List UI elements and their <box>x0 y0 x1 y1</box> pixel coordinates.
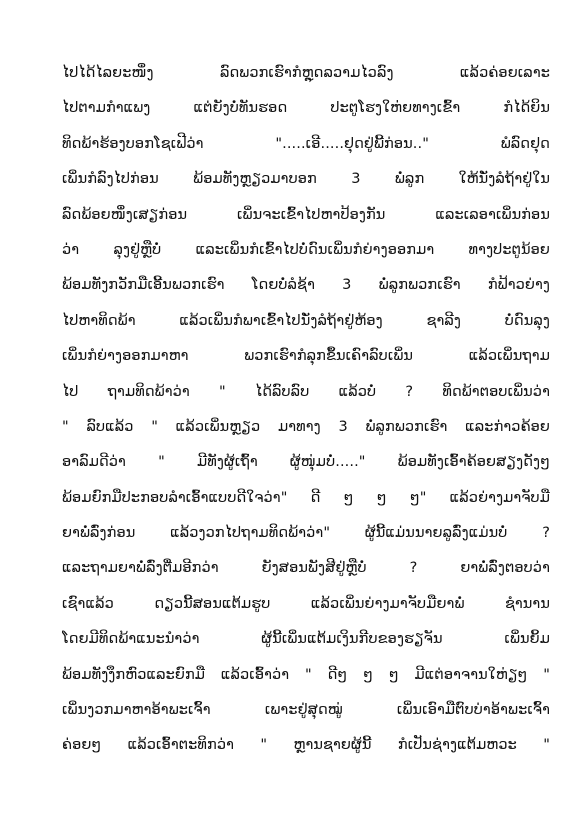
text-line-7: ພ້ອມທັງກວັກມືເອີ້ນພວກເຮົາ ໂດຍບໍ່ລໍຊ້າ 3 ພໍ່ລູກພວກເຮົາ ກໍຟ້າວຍ່າງ <box>62 277 550 294</box>
text-line-17: ໂດຍມີທິດພ້າແນະນຳວ່າ ຜູ້ນີ້ເພິ່ນແຕ້ມເງິນກີບຂອງຮຽຈັນ ເພິ່ນຍິ້ມ <box>62 631 550 648</box>
text-line-11: " ລົບແລ້ວ " ແລ້ວເພິ່ນຫຼຽວ ມາທາງ 3 ພໍ່ລູກພວກເຮົາ ແລະກ່າວຄ້ອຍ <box>62 418 550 435</box>
text-line-12: ອາລົມດີວ່າ " ມີທັງຜູ້ເຖົ້າ ຜູ້ໜຸ່ມບໍ່....." ພ້ອມທັງເອົ້າຄ້ອຍສຽງດັງໆ <box>62 454 550 471</box>
text-line-9: ເພິ່ນກໍຍ່າງອອກມາຫາ ພວກເຮົາກໍລຸກຂຶ້ນເຄົາລົບເພິ່ນ ແລ້ວເພິ່ນຖາມ <box>62 348 550 365</box>
text-line-19: ເພິ່ນງວກມາຫາອ້າພະເຈົ້າ ເພາະຢູ່ສຸດໝູ່ ເພິ່ນເອົາມືຕົບບ່າອ້າພະເຈົ້າ <box>62 702 550 719</box>
text-line-4: ເພິ່ນກໍລົງໄປກ່ອນ ພ້ອມທັງຫຼຽວມາບອກ 3 ພໍ່ລູກ ໃຫ້ນັ່ງລໍຖ້າຢູ່ໃນ <box>62 171 550 188</box>
text-line-5: ລົດພ້ອຍໜຶ່ງເສຽກ່ອນ ເພິ່ນຈະເຂົ້າໄປຫາປ້ອງກັນ ແລະເລອາເພິ່ນກ່ອນ <box>62 206 550 223</box>
body-text <box>62 56 550 764</box>
text-line-10: ໄປ ຖາມທິດພ້າວ່າ " ໄດ້ລົບລົບ ແລ້ວບໍ່ ? ທິດພ້າຕອບເພິ່ນວ່າ <box>62 383 550 400</box>
text-line-13: ພ້ອມຍົກມືປະກອບລຳເອົ້າແບບດີໃຈວ່າ" ດີ ໆ ໆ ໆ" ແລ້ວຍ່າງມາຈັບມື <box>62 489 550 506</box>
text-line-6: ວ່າ ລຸງຢູ່ຫຼືບໍ່ ແລະເພິ່ນກໍເຂົ້າໄປບໍ່ດົນເພິ່ນກໍຍ່າງອອກມາ ທາງປະຕູນ້ອຍ <box>62 241 550 258</box>
text-line-15: ແລະຖາມຍາພໍ່ລົ່ງຕື່ມອີກວ່າ ຍັງສອນພັງສີຢູ່ຫຼືບໍ່ ? ຍາພໍ່ລົ່ງຕອບວ່າ <box>62 560 550 577</box>
text-line-2: ໄປຕາມກຳແພງ ແຕ່ຍັງບໍ່ທັນຮອດ ປະຕູໂຮງໃຫ່ຍທາງເຂົ້າ ກໍໄດ້ຍິນ <box>62 100 550 117</box>
text-line-16: ເຊົາແລ້ວ ດຽວນີ້ສອນແຕ້ມຮູບ ແລ້ວເພິ່ນຍ່າງມາຈັບມືຍາພໍ່ ຊຳນານ <box>62 595 550 612</box>
text-line-20: ຄ່ອຍໆ ແລ້ວເອົ້າຕະທິກວ່າ " ຫຼານຊາຍຜູ້ນີ້ ກໍເປັນຊ່າງແຕ້ມຫວະ " <box>62 737 550 754</box>
text-line-3: ທິດພ້າຮ້ອງບອກໂຊເຟີວ່າ ".....ເອີ.....ຢຸດຢູ່ພີ້ກ່ອນ.." ພໍລົດຢຸດ <box>62 135 550 152</box>
text-line-1: ໄປໄດ້ໄລຍະໜຶ່ງ ລົດພວກເຮົາກໍຫຼຸດລວາມໄວລົງ ແລ້ວຄ່ອຍເລາະ <box>62 65 550 81</box>
text-line-18: ພ້ອມທັງງຶກຫົວແລະຍົກມື ແລ້ວເອົ້າວ່າ " ດີໆ ໆ ໆ ມີແຕ່ອາຈານໃຫ່ຽໆ " <box>62 666 550 683</box>
text-line-14: ຍາພໍ່ລົ່ງກ່ອນ ແລ້ວງວກໄປຖາມທິດພ້າວ່າ" ຜູ້ນີ້ແມ່ນນາຍລູລົ່ງແມ່ນບໍ່ ? <box>62 525 550 542</box>
text-line-8: ໄປຫາທິດພ້າ ແລ້ວເພິ່ນກໍພາເຂົ້າໄປນັ່ງລໍຖ້າຢູ່ຫ້ອງ ຊາລີງ ບໍ່ດົນລຸງ <box>62 312 550 329</box>
